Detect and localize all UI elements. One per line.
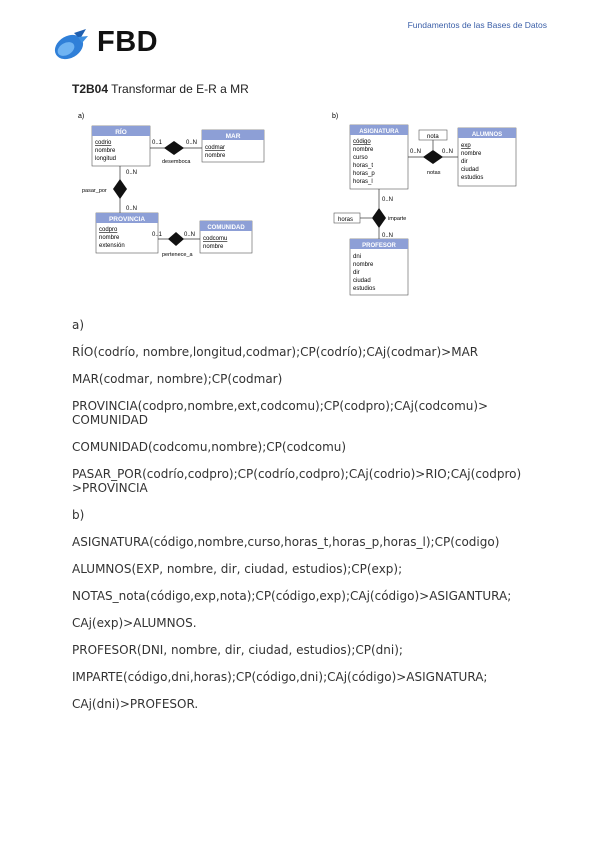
entity-attr: nombre	[461, 151, 482, 157]
card-label: 0..N	[126, 206, 138, 212]
schema-line: IMPARTE(código,dni,horas);CP(código,dni);CAj(código)>ASIGNATURA;	[72, 670, 488, 684]
rel-attr-label: horas	[338, 217, 354, 223]
entity-asignatura	[350, 125, 408, 189]
card-label: 0..1	[152, 140, 163, 146]
schema-line: PROFESOR(DNI, nombre, dir, ciudad, estudios);CP(dni);	[72, 643, 403, 657]
relation-label: pasar_por	[82, 188, 107, 194]
entity-attr: codmar	[205, 145, 226, 151]
entity-attr: ciudad	[353, 278, 371, 284]
task-code: T2B04	[72, 82, 109, 96]
card-label: 0..N	[186, 140, 198, 146]
relation-pasar-por	[113, 179, 127, 199]
schema-line: CAj(dni)>PROFESOR.	[72, 697, 199, 711]
entity-attr: dir	[353, 270, 360, 276]
entity-name: PROVINCIA	[108, 216, 146, 223]
schema-line: RÍO(codrío, nombre,longitud,codmar);CP(codrío);CAj(codmar)>MAR	[72, 345, 479, 359]
diagram-a-label: a)	[78, 113, 85, 120]
entity-name: PROFESOR	[362, 243, 396, 249]
schema-line: CAj(exp)>ALUMNOS.	[72, 616, 197, 630]
entity-provincia	[96, 213, 158, 253]
card-label: 0..1	[152, 232, 163, 238]
entity-attr: estudios	[353, 286, 376, 292]
entity-name: COMUNIDAD	[207, 225, 245, 231]
relation-label: pertenece_a	[162, 252, 193, 258]
schema-line: COMUNIDAD(codcomu,nombre);CP(codcomu)	[72, 440, 347, 454]
entity-alumnos	[458, 128, 516, 186]
entity-attr: longitud	[95, 156, 117, 162]
relation-label: imparte	[388, 216, 407, 222]
entity-attr: horas_l	[353, 179, 373, 185]
schema-line: ASIGNATURA(código,nombre,curso,horas_t,horas_p,horas_l);CP(codigo)	[72, 535, 500, 549]
course-title: Fundamentos de las Bases de Datos	[407, 20, 547, 30]
entity-attr: nombre	[205, 153, 226, 159]
rel-attr-label: nota	[427, 134, 439, 140]
card-label: 0..N	[382, 233, 394, 239]
section-label-b: b)	[72, 508, 85, 522]
schema-line: ALUMNOS(EXP, nombre, dir, ciudad, estudios);CP(exp);	[72, 562, 403, 576]
entity-attr: dni	[353, 254, 362, 260]
card-label: 0..N	[410, 149, 422, 155]
entity-attr: exp	[461, 143, 471, 149]
entity-attr: dir	[461, 159, 468, 165]
relation-imparte	[372, 208, 386, 228]
card-label: 0..N	[184, 232, 196, 238]
relation-desemboca	[164, 141, 184, 155]
entity-mar	[202, 130, 264, 162]
entity-attr: nombre	[99, 235, 120, 241]
schema-line: NOTAS_nota(código,exp,nota);CP(código,exp);CAj(código)>ASIGANTURA;	[72, 589, 512, 603]
entity-attr: curso	[353, 155, 368, 161]
er-diagrams	[70, 106, 530, 306]
schema-line: PASAR_POR(codrío,codpro);CP(codrío,codpro);CAj(codrio)>RIO;CAj(codpro) >PROVINCIA	[72, 467, 522, 495]
entity-attr: nombre	[95, 148, 116, 154]
fbd-logo-icon	[52, 27, 90, 61]
entity-attr: código	[353, 139, 371, 145]
entity-attr: codrio	[95, 140, 112, 146]
entity-name: MAR	[225, 133, 241, 140]
entity-comunidad	[200, 221, 252, 253]
entity-attr: extensión	[99, 243, 125, 249]
entity-attr: ciudad	[461, 167, 479, 173]
solution-text	[72, 318, 542, 724]
entity-name: RÍO	[115, 129, 127, 136]
entity-attr: nombre	[353, 147, 374, 153]
relation-label: notas	[427, 170, 441, 176]
entity-attr: codcomu	[203, 236, 228, 242]
card-label: 0..N	[382, 197, 394, 203]
entity-name: ALUMNOS	[471, 132, 503, 138]
card-label: 0..N	[126, 170, 138, 176]
task-heading	[72, 82, 249, 96]
entity-profesor	[350, 239, 408, 295]
entity-attr: codpro	[99, 227, 118, 233]
schema-line: MAR(codmar, nombre);CP(codmar)	[72, 372, 283, 386]
entity-attr: nombre	[203, 244, 224, 250]
relation-pertenece-a	[168, 232, 184, 246]
entity-attr: estudios	[461, 175, 484, 181]
entity-attr: nombre	[353, 262, 374, 268]
entity-rio	[92, 126, 150, 166]
logo-text: FBD	[97, 26, 159, 58]
entity-attr: horas_t	[353, 163, 374, 169]
relation-label: desemboca	[162, 159, 191, 165]
entity-attr: horas_p	[353, 171, 375, 177]
diagram-b-label: b)	[332, 113, 339, 120]
section-label-a: a)	[72, 318, 85, 332]
relation-notas	[423, 150, 443, 164]
entity-name: ASIGNATURA	[359, 129, 399, 135]
schema-line: PROVINCIA(codpro,nombre,ext,codcomu);CP(codpro);CAj(codcomu)> COMUNIDAD	[72, 399, 489, 427]
card-label: 0..N	[442, 149, 454, 155]
task-title: Transformar de E-R a MR	[111, 82, 249, 96]
